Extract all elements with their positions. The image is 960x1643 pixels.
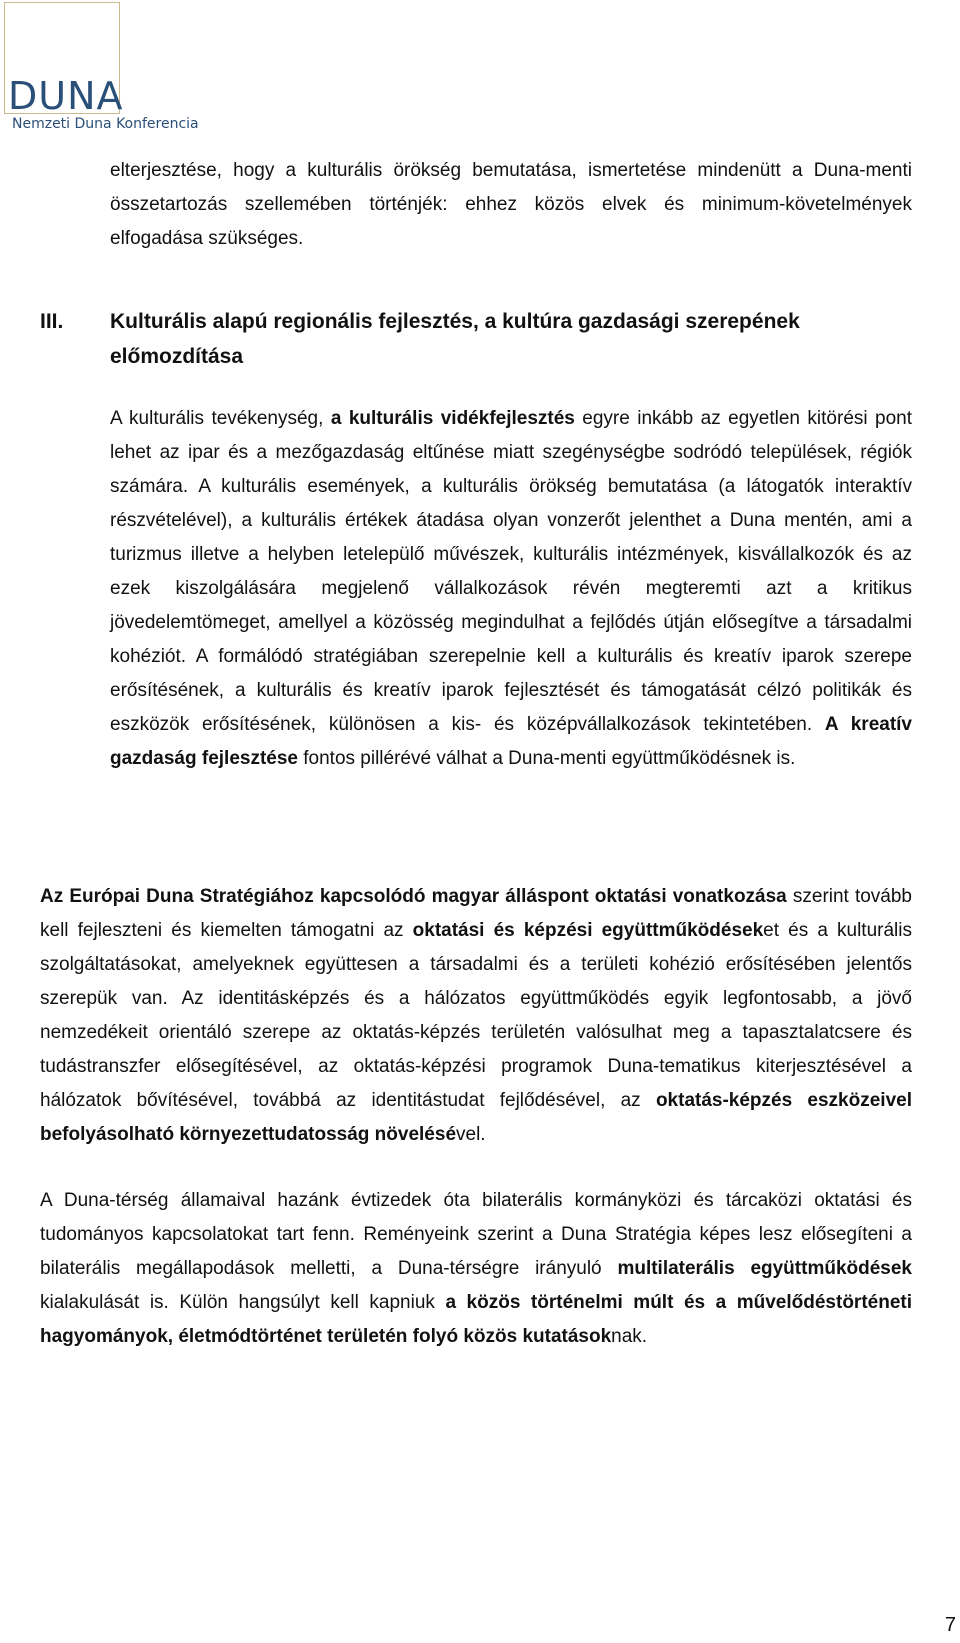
logo-word: DUNA: [8, 74, 124, 118]
text-run: A Duna-térség államaival hazánk évtizedek óta bilaterális kormányközi és tárcaközi oktatási és tudományos kapcsolatokat tart fenn. Reményeink szerint a Duna Stratégia képes lesz elősegíteni a bilaterális megállapodások melletti, a Duna-térségre irányuló: [40, 1190, 912, 1279]
bold-run: a kulturális vidékfejlesztés: [330, 408, 575, 429]
text-run: vel.: [456, 1124, 486, 1145]
text-run: szerint tovább kell fejleszteni és kiemelten támogatni az: [40, 886, 912, 941]
bold-run: Az Európai Duna Stratégiához kapcsolódó magyar álláspont oktatási vonatkozása: [40, 886, 787, 907]
bold-run: oktatás-képzés eszközeivel befolyásolható környezettudatosság növelésé: [40, 1090, 912, 1145]
paragraph-intro: elterjesztése, hogy a kulturális örökség bemutatása, ismertetése mindenütt a Duna-menti összetartozás szellemében történjék: ehhez közös elvek és minimum-követelmények elfogadása szükséges.: [110, 160, 912, 249]
bold-run: oktatási és képzési együttműködések: [412, 920, 764, 941]
text-run: A kulturális tevékenység,: [110, 408, 331, 429]
duna-logo: [4, 2, 199, 132]
paragraph-bilateral: [40, 1184, 912, 1354]
text-run: et és a kulturális szolgáltatásokat, amelyeknek együttesen a társadalmi és a területi kohézió erősítésében jelentős szerepük van. Az identitásképzés és a hálózatos együttműködés egyik legfontosabb, a jövő nemzedékeit orientáló szerepe az oktatás-képzés területén valósulhat meg a tapasztalatcsere és tudástranszfer elősegítésével, az oktatás-képzési programok Duna-tematikus kiterjesztésével a hálózatok bővítésével, továbbá az identitástudat fejlődésével, az: [40, 920, 912, 1111]
text-run: fontos pillérévé válhat a Duna-menti együttműködésnek is.: [297, 748, 796, 769]
text-run: egyre inkább az egyetlen kitörési pont lehet az ipar és a mezőgazdaság eltűnése miatt szegénységbe sodródó települések, régiók számára. A kulturális események, a kulturális örökség bemutatása (a látogatók interaktív részvételével), a kulturális értékek átadása olyan vonzerőt jelenthet a Duna mentén, ami a turizmus illetve a helyben letelepülő művészek, kulturális intézmények, kisvállalkozók és az ezek kiszolgálására megjelenő vállalkozások révén megteremti azt a kritikus jövedelemtömeget, amellyel a közösség megindulhat a fejlődés útján elősegítve a társadalmi kohéziót. A formálódó stratégiában szerepelnie kell a kulturális és kreatív iparok szerepe erősítésének, a kulturális és kreatív iparok fejlesztését és támogatását célzó politikák és eszközök erősítésének, különösen a kis- és középvállalkozások tekintetében.: [110, 408, 913, 735]
page-number: 7: [944, 1614, 956, 1636]
bold-run: multilaterális együttműködések: [617, 1258, 912, 1279]
section-number: III.: [40, 310, 64, 333]
paragraph-education: [40, 880, 912, 1152]
bold-run: A kreatív gazdaság fejlesztése: [110, 714, 912, 769]
paragraph-cultural-development: [110, 402, 912, 776]
text-run: nak.: [611, 1326, 648, 1347]
section-title: Kulturális alapú regionális fejlesztés, a kultúra gazdasági szerepének előmozdítása: [110, 310, 800, 368]
text-run: kialakulását is. Külön hangsúlyt kell kapniuk: [40, 1292, 446, 1313]
bold-run: a közös történelmi múlt és a művelődéstörténeti hagyományok, életmódtörténet területén folyó közös kutatások: [40, 1292, 912, 1347]
logo-subtitle: Nemzeti Duna Konferencia: [12, 116, 199, 132]
